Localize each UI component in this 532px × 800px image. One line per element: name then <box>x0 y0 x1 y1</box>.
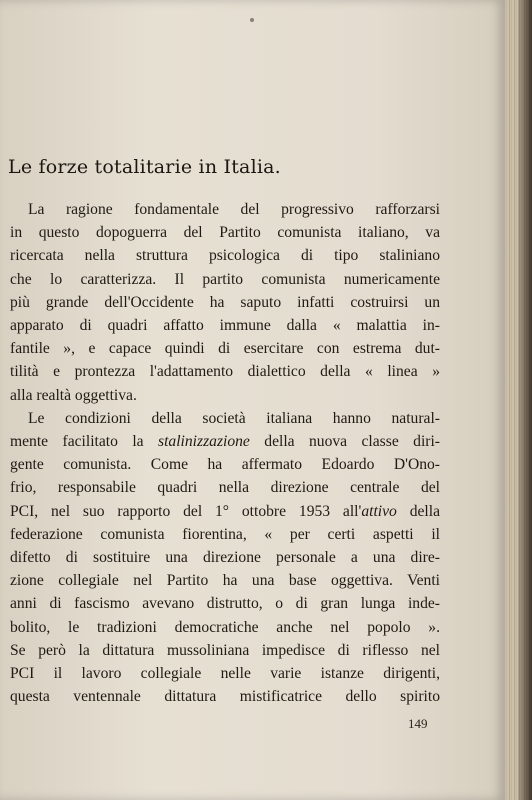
text-line: mente facilitato la stalinizzazione della nuova classe diri- <box>10 433 441 451</box>
text-line: PCI, nel suo rapporto del 1° ottobre 1953 all'attivo della <box>10 502 440 520</box>
text-line: alla realtà oggettiva. <box>10 386 137 404</box>
text-line: che lo caratterizza. Il partito comunista numericamente <box>10 270 440 288</box>
binding-shadow <box>518 0 532 800</box>
text-line: gente comunista. Come ha affermato Edoardo D'Ono- <box>10 456 440 474</box>
text-line: federazione comunista fiorentina, « per certi aspetti il <box>10 525 440 543</box>
text-line: La ragione fondamentale del progressivo rafforzarsi <box>28 201 440 218</box>
text-line: Se però la dittatura mussoliniana impedisce di riflesso nel <box>10 641 440 659</box>
paragraph-2 <box>10 407 440 709</box>
text-line: bolito, le tradizioni democratiche anche nel popolo ». <box>10 618 440 636</box>
text-line: più grande dell'Occidente ha saputo infatti costruirsi un <box>10 293 440 311</box>
text-line: anni di fascismo avevano distrutto, o di gran lunga inde- <box>10 595 440 613</box>
text-line: in questo dopoguerra del Partito comunista italiano, va <box>10 224 440 242</box>
paper-speck <box>250 18 254 22</box>
text-line: difetto di sostituire una direzione personale a una dire- <box>10 549 440 567</box>
text-line: PCI il lavoro collegiale nelle varie istanze dirigenti, <box>10 665 440 683</box>
text-line: questa ventennale dittatura mistificatrice dello spirito <box>10 688 440 706</box>
text-line: Le condizioni della società italiana hanno natural- <box>28 409 440 427</box>
text-line: tilità e prontezza l'adattamento dialettico della « linea » <box>10 363 440 381</box>
text-line: zione collegiale nel Partito ha una base oggettiva. Venti <box>10 572 440 590</box>
paragraph-1 <box>10 198 440 407</box>
body-text <box>10 198 440 708</box>
text-line: fantile », e capace quindi di esercitare con estrema dut- <box>10 340 440 358</box>
page-number: 149 <box>408 716 428 731</box>
text-line: frio, responsabile quadri nella direzione centrale del <box>10 479 440 497</box>
text-line: apparato di quadri affatto immune dalla « malattia in- <box>10 317 440 335</box>
text-line: ricercata nella struttura psicologica di tipo staliniano <box>10 247 440 265</box>
section-heading: Le forze totalitarie in Italia. <box>8 156 281 178</box>
